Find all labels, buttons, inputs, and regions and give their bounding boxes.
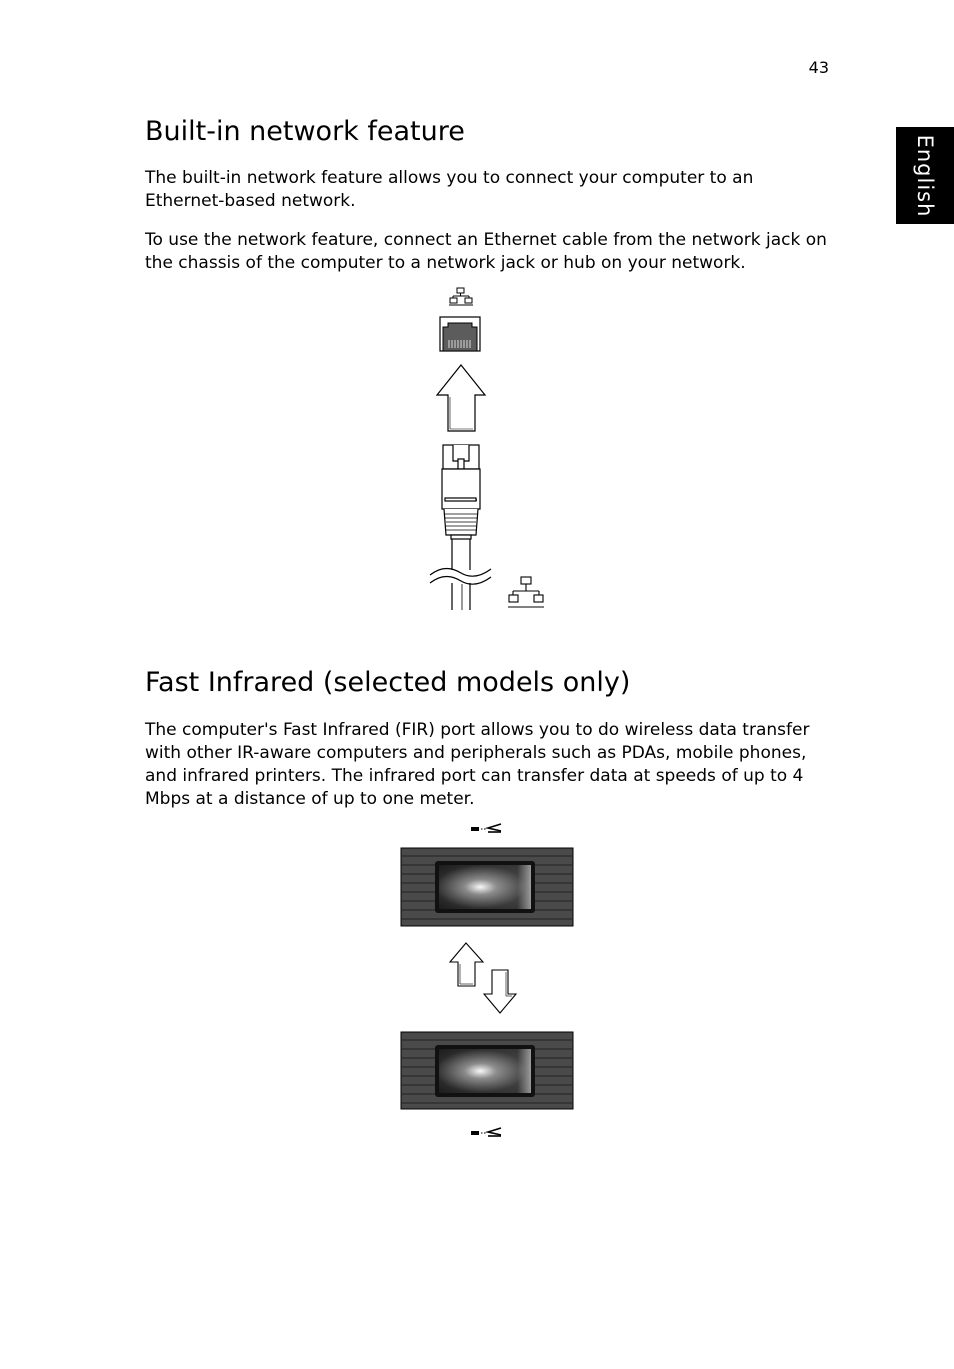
infrared-icon	[471, 1128, 501, 1136]
up-arrow-icon	[437, 365, 485, 431]
up-arrow-icon	[450, 943, 483, 986]
network-paragraph-2: To use the network feature, connect an Ethernet cable from the network jack on the chassis of the computer to a network jack or hub on your network.	[145, 230, 827, 273]
network-heading: Built-in network feature	[145, 116, 465, 147]
ethernet-illustration	[425, 285, 555, 615]
network-paragraph-1: The built-in network feature allows you to connect your computer to an Ethernet-based network.	[145, 168, 754, 211]
page-number: 43	[808, 58, 829, 77]
infrared-port-bottom	[401, 1032, 573, 1109]
network-jack	[440, 317, 480, 351]
language-tab	[896, 127, 954, 224]
language-tab-label: English	[913, 134, 937, 217]
down-arrow-icon	[484, 970, 516, 1013]
infrared-paragraph-1: The computer's Fast Infrared (FIR) port allows you to do wireless data transfer with other IR-aware computers and peripherals such as PDAs, mobile phones, and infrared printers. The infrared port can transfer data at speeds of up to 4 Mbps at a distance of up to one meter.	[145, 720, 810, 809]
network-icon	[449, 288, 473, 305]
ethernet-plug	[442, 445, 480, 539]
infrared-illustration	[395, 815, 585, 1145]
infrared-icon	[471, 824, 501, 832]
ethernet-cable	[430, 539, 491, 610]
network-icon	[508, 577, 544, 607]
infrared-heading: Fast Infrared (selected models only)	[145, 667, 631, 698]
infrared-port-top	[401, 848, 573, 926]
